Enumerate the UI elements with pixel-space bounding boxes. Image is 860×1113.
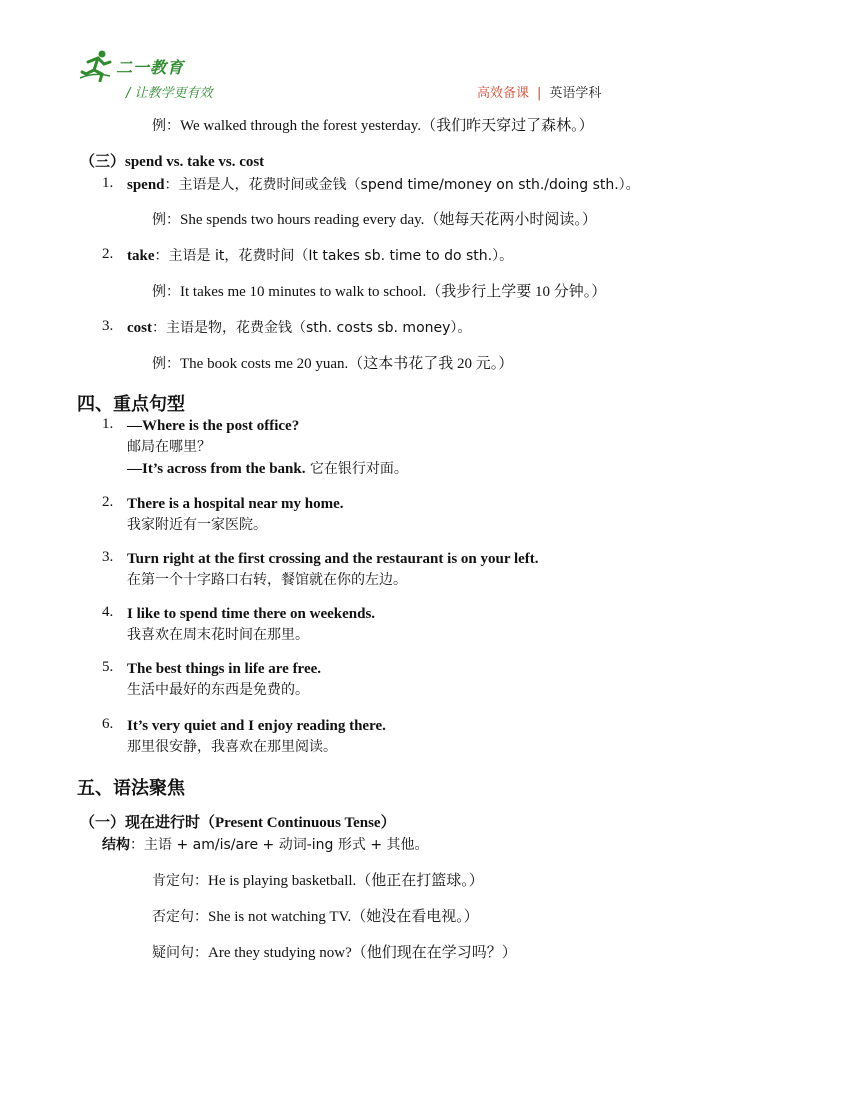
affirmative-example	[152, 871, 484, 891]
section5-heading: 五、语法聚焦	[77, 778, 185, 799]
example-text: She spends two hours reading every day.（她每天花两小时阅读。）	[180, 212, 597, 228]
sentence-cn: 它在银行对面。	[305, 461, 408, 477]
example-text: She is not watching TV.（她没在看电视。）	[208, 909, 479, 925]
header-label-subject: 英语学科	[549, 86, 602, 101]
rule-desc: ：主语是物，花费金钱（sth. costs sb. money）。	[152, 320, 472, 336]
section4-heading: 四、重点句型	[77, 394, 185, 415]
sentence-cn: 那里很安静，我喜欢在那里阅读。	[127, 739, 337, 755]
intro-example	[152, 116, 594, 136]
item-number: 1.	[102, 416, 114, 432]
item-number: 3.	[102, 549, 114, 565]
cost-example	[152, 354, 513, 374]
example-text: He is playing basketball.（他正在打篮球。）	[208, 873, 484, 889]
example-label: 例：	[152, 118, 180, 134]
header-divider: |	[537, 86, 542, 101]
rule-desc: ：主语是人，花费时间或金钱（spend time/money on sth./doing sth.）。	[164, 177, 640, 193]
header-subject	[477, 82, 601, 101]
runner-logo-icon	[80, 48, 114, 82]
rule-desc: ：主语是 it，花费时间（It takes sb. time to do sth.）。	[154, 248, 514, 264]
sentence-cn: 生活中最好的东西是免费的。	[127, 682, 309, 698]
item-number: 5.	[102, 659, 114, 675]
structure-text: ：主语 + am/is/are + 动词-ing 形式 + 其他。	[130, 837, 429, 853]
sentence-en: I like to spend time there on weekends.	[127, 606, 376, 622]
item-number: 1.	[102, 175, 114, 191]
item-number: 3.	[102, 318, 114, 334]
sentence-en: The best things in life are free.	[127, 661, 322, 677]
example-text: Are they studying now?（他们现在在学习吗？）	[208, 945, 517, 961]
example-label: 疑问句：	[152, 945, 208, 961]
sentence-cn: 我喜欢在周末花时间在那里。	[127, 627, 309, 643]
take-rule	[127, 246, 513, 266]
sentence-en: There is a hospital near my home.	[127, 496, 344, 512]
sentence-en: Turn right at the first crossing and the restaurant is on your left.	[127, 551, 539, 567]
sentence-cn: 我家附近有一家医院。	[127, 517, 267, 533]
section5-subheading: （一）现在进行时（Present Continuous Tense）	[80, 815, 396, 831]
example-text: We walked through the forest yesterday.（我们昨天穿过了森林。）	[180, 118, 594, 134]
example-label: 例：	[152, 284, 180, 300]
structure-rule	[102, 835, 429, 855]
negative-example	[152, 907, 479, 927]
example-label: 否定句：	[152, 909, 208, 925]
example-label: 例：	[152, 356, 180, 372]
section3-heading: （三）spend vs. take vs. cost	[80, 154, 265, 170]
sentence-cn: 邮局在哪里？	[127, 439, 211, 455]
example-label: 例：	[152, 212, 180, 228]
spend-example	[152, 210, 597, 230]
page-header	[0, 0, 860, 110]
sentence-en: —Where is the post office?	[127, 418, 300, 434]
structure-label: 结构	[102, 837, 130, 853]
cost-rule	[127, 318, 471, 338]
sentence-cn: 在第一个十字路口右转，餐馆就在你的左边。	[127, 572, 407, 588]
header-label-prep: 高效备课	[477, 86, 530, 101]
rule-term: take	[127, 248, 155, 264]
item-number: 2.	[102, 494, 114, 510]
question-example	[152, 943, 517, 963]
rule-term: cost	[127, 320, 152, 336]
take-example	[152, 282, 606, 302]
item-number: 6.	[102, 716, 114, 732]
sentence-en: —It’s across from the bank.	[127, 461, 306, 477]
example-text: The book costs me 20 yuan.（这本书花了我 20 元。）	[180, 356, 514, 372]
example-text: It takes me 10 minutes to walk to school.（我步行上学要 10 分钟。）	[180, 284, 607, 300]
spend-rule	[127, 175, 640, 195]
rule-term: spend	[127, 177, 165, 193]
sentence-en: It’s very quiet and I enjoy reading there.	[127, 718, 386, 734]
slogan: / 让教学更有效	[126, 86, 213, 101]
example-label: 肯定句：	[152, 873, 208, 889]
item-number: 2.	[102, 246, 114, 262]
sentence-reply	[127, 459, 408, 479]
item-number: 4.	[102, 604, 114, 620]
logo-text: 二一教育	[116, 58, 185, 77]
